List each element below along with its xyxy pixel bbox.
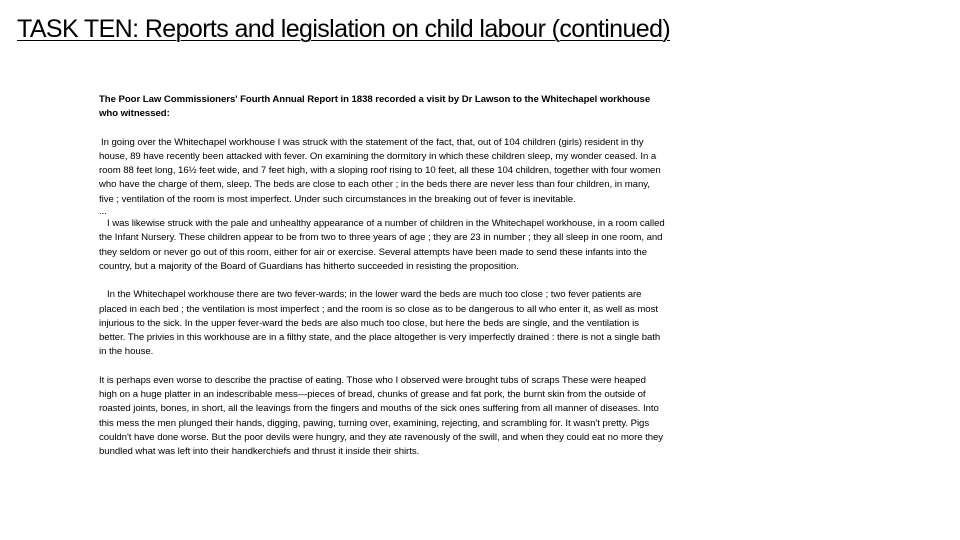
slide-title: TASK TEN: Reports and legislation on child labour (continued) bbox=[17, 15, 671, 43]
quote-paragraph-infant-nursery: I was likewise struck with the pale and unhealthy appearance of a number of children in the Whitechapel workhouse, in a room called the Infant Nursery. These children appear to be from two to three years of age ; they are 23 in number ; they all sleep in one room, and they seldom or never go out of this room, either for air or exercise. Several attempts have been made to send these infants into the country, but a majority of the Board of Guardians has hitherto succeeded in resisting the proposition. bbox=[99, 218, 665, 272]
report-intro: The Poor Law Commissioners' Fourth Annual Report in 1838 recorded a visit by Dr Lawson to the Whitechapel workhouse who witnessed: bbox=[99, 94, 651, 120]
quote-paragraph-dormitory: In going over the Whitechapel workhouse I was struck with the statement of the fact, that, out of 104 children (girls) resident in thy house, 89 have recently been attacked with fever. On examining the dormitory in which these children sleep, my wonder ceased. In a room 88 feet long, 16½ feet wide, and 7 feet high, with a sloping roof rising to 10 feet, all these 104 children, together with four women who have the charge of them, sleep. The beds are close to each other ; in the beds there are never less than four children, in many, five ; ventilation of the room is most imperfect. Under such circumstances in the breaking out of fever is inevitable. bbox=[99, 136, 661, 205]
report-text-block bbox=[99, 93, 665, 460]
quote-ellipsis: ... bbox=[99, 206, 107, 218]
quote-paragraph-eating: It is perhaps even worse to describe the practise of eating. Those who I observed were brought tubs of scraps These were heaped high on a huge platter in an indescribable mess—pieces of bread, chunks of grease and fat pork, the burnt skin from the outside of roasted joints, bones, in short, all the leavings from the fingers and mouths of the sick ones suffering from all manner of diseases. Into this mess the men plunged their hands, digging, pawing, turning over, examining, rejecting, and scrambling for. It wasn't pretty. Pigs couldn't have done worse. But the poor devils were hungry, and they ate ravenously of the swill, and when they could eat no more they bundled what was left into their handkerchiefs and thrust it inside their shirts. bbox=[99, 374, 664, 458]
quote-paragraph-fever-wards: In the Whitechapel workhouse there are two fever-wards; in the lower ward the beds are much too close ; two fever patients are placed in each bed ; the ventilation is most imperfect ; and the room is so close as to be dangerous to all who enter it, as well as most injurious to the sick. In the upper fever-ward the beds are also much too close, but here the beds are single, and the ventilation is better. The privies in this workhouse are in a filthy state, and the place altogether is very imperfectly drained : there is not a single bath in the house. bbox=[99, 289, 661, 358]
